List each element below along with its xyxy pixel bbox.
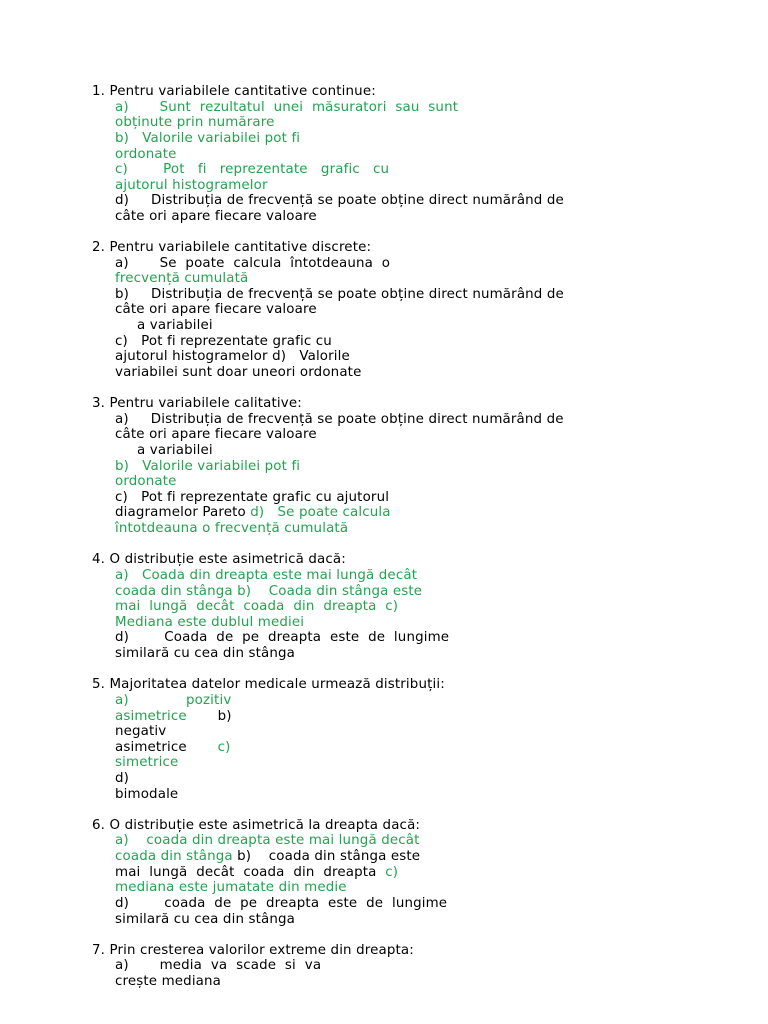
question-3-title: 3. Pentru variabilele calitative: xyxy=(92,396,302,411)
q5-option-c-cont: simetrice xyxy=(115,755,179,770)
q1-option-a: a) Sunt rezultatul unei măsuratori sau sunt xyxy=(115,100,459,115)
q1-option-d-cont: câte ori apare fiecare valoare xyxy=(115,209,317,224)
q2-option-a: a) Se poate calcula întotdeauna o xyxy=(115,256,391,271)
q4-option-b-cont: mai lungă decât coada din dreapta c) xyxy=(115,599,399,614)
q4-option-d: d) Coada de pe dreapta este de lungime xyxy=(115,630,450,645)
q3-option-d-cont: întotdeauna o frecvență cumulată xyxy=(115,521,349,536)
q7-option-a-cont: crește mediana xyxy=(115,974,222,989)
q4-option-a-cont: coada din stânga b) Coada din stânga este xyxy=(115,584,423,599)
q1-option-b: b) Valorile variabilei pot fi xyxy=(115,131,301,146)
q2-option-c: c) Pot fi reprezentate grafic cu xyxy=(115,334,332,349)
question-5-title: 5. Majoritatea datelor medicale urmează distribuții: xyxy=(92,677,445,692)
q5-option-b-cont: negativ xyxy=(115,724,167,739)
q5-option-b-cont2: asimetrice c) xyxy=(115,740,231,755)
q3-option-a-cont: câte ori apare fiecare valoare xyxy=(115,427,317,442)
question-7-title: 7. Prin cresterea valorilor extreme din dreapta: xyxy=(92,943,414,958)
q5-option-a-cont: asimetrice b) xyxy=(115,709,232,724)
q2-option-b-cont2: a variabilei xyxy=(137,318,213,333)
q2-option-d-cont: variabilei sunt doar uneori ordonate xyxy=(115,365,362,380)
q1-option-c-cont: ajutorul histogramelor xyxy=(115,178,268,193)
q2-option-a-cont: frecvență cumulată xyxy=(115,271,249,286)
q3-option-c: c) Pot fi reprezentate grafic cu ajutorul xyxy=(115,490,390,505)
q1-option-c: c) Pot fi reprezentate grafic cu xyxy=(115,162,390,177)
question-1-title: 1. Pentru variabilele cantitative continue: xyxy=(92,84,376,99)
q5-option-a: a) pozitiv xyxy=(115,693,232,708)
q5-option-d-cont: bimodale xyxy=(115,787,179,802)
q3-option-a-cont2: a variabilei xyxy=(137,443,213,458)
question-6-title: 6. O distribuție este asimetrică la dreapta dacă: xyxy=(92,818,421,833)
question-2-title: 2. Pentru variabilele cantitative discrete: xyxy=(92,240,372,255)
q1-option-a-cont: obținute prin numărare xyxy=(115,115,275,130)
q6-option-d-cont: similară cu cea din stânga xyxy=(115,912,296,927)
q5-option-d: d) xyxy=(115,771,130,786)
q3-option-a: a) Distribuția de frecvență se poate obține direct numărând de xyxy=(115,412,564,427)
q2-option-b: b) Distribuția de frecvență se poate obține direct numărând de xyxy=(115,287,564,302)
q3-option-b: b) Valorile variabilei pot fi xyxy=(115,459,301,474)
q6-option-d: d) coada de pe dreapta este de lungime xyxy=(115,896,448,911)
q3-option-c-cont: diagramelor Pareto d) Se poate calcula xyxy=(115,505,391,520)
q1-option-b-cont: ordonate xyxy=(115,147,177,162)
q1-option-d: d) Distribuția de frecvență se poate obține direct numărând de xyxy=(115,193,564,208)
question-4-title: 4. O distribuție este asimetrică dacă: xyxy=(92,552,346,567)
q2-option-c-cont: ajutorul histogramelor d) Valorile xyxy=(115,349,350,364)
q4-option-d-cont: similară cu cea din stânga xyxy=(115,646,296,661)
q4-option-c-cont: Mediana este dublul mediei xyxy=(115,615,305,630)
q6-option-a-cont: coada din stânga b) coada din stânga este xyxy=(115,849,421,864)
q6-option-a: a) coada din dreapta este mai lungă decât xyxy=(115,833,420,848)
q3-option-b-cont: ordonate xyxy=(115,474,177,489)
q4-option-a: a) Coada din dreapta este mai lungă decât xyxy=(115,568,418,583)
q6-option-c-cont: mediana este jumatate din medie xyxy=(115,880,347,895)
q2-option-b-cont: câte ori apare fiecare valoare xyxy=(115,302,317,317)
q6-option-b-cont: mai lungă decât coada din dreapta c) xyxy=(115,865,399,880)
q7-option-a: a) media va scade si va xyxy=(115,958,322,973)
